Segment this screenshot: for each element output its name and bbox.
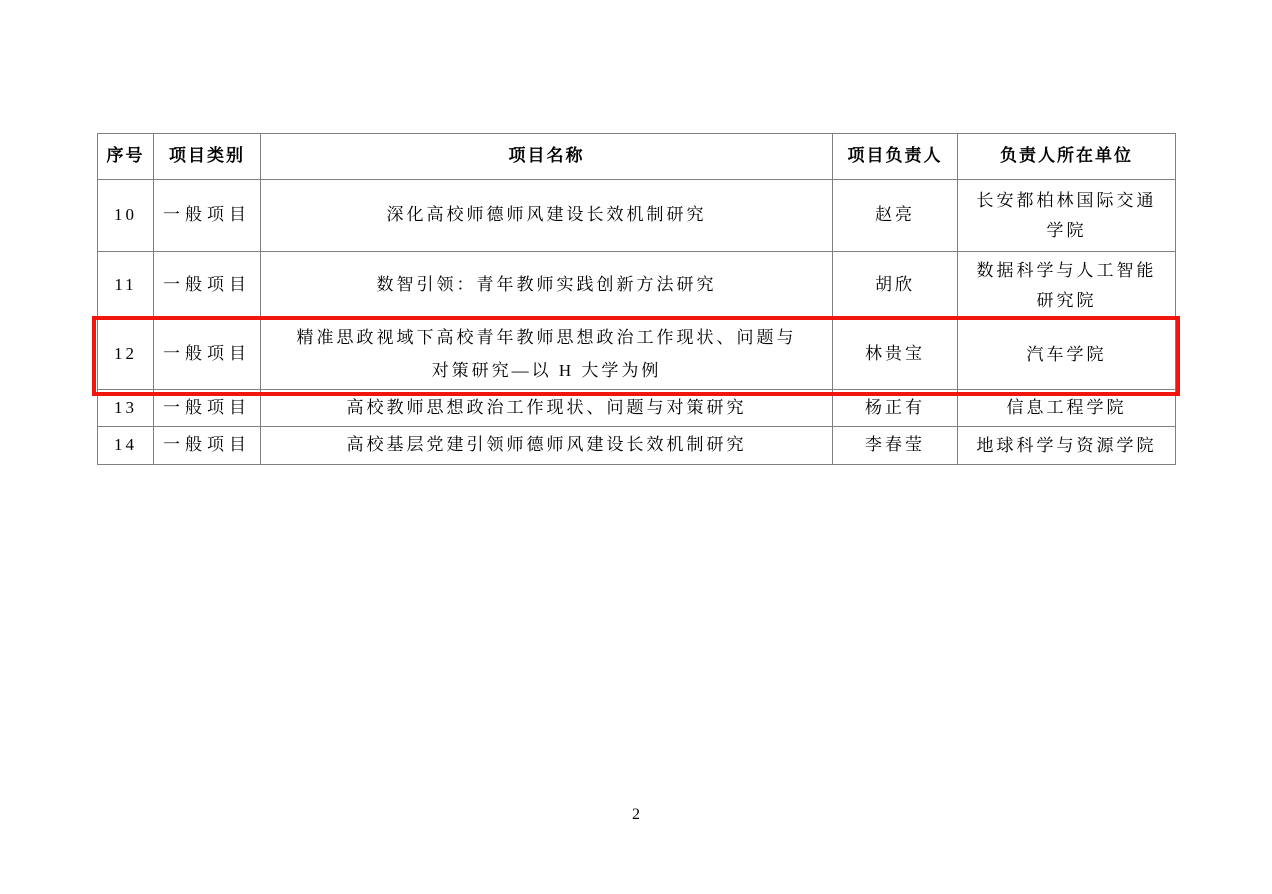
cell-name: 数智引领：青年教师实践创新方法研究: [261, 252, 833, 320]
table-row: [98, 180, 1176, 252]
header-cell-name: 项目名称: [261, 134, 833, 180]
table-row: [98, 252, 1176, 320]
cell-index: 10: [98, 180, 154, 252]
cell-unit: 汽车学院: [958, 320, 1176, 390]
table-row: [98, 427, 1176, 464]
cell-name: 高校基层党建引领师德师风建设长效机制研究: [261, 427, 833, 464]
cell-unit: 长安都柏林国际交通学院: [958, 180, 1176, 252]
cell-index: 13: [98, 390, 154, 427]
cell-category: 一般项目: [154, 180, 261, 252]
cell-unit: 地球科学与资源学院: [958, 427, 1176, 464]
cell-category: 一般项目: [154, 320, 261, 390]
cell-leader: 林贵宝: [833, 320, 958, 390]
header-cell-index: 序号: [98, 134, 154, 180]
project-table-container: [97, 133, 1175, 465]
cell-leader: 李春莹: [833, 427, 958, 464]
cell-category: 一般项目: [154, 427, 261, 464]
cell-name: 深化高校师德师风建设长效机制研究: [261, 180, 833, 252]
table-body: [98, 180, 1176, 465]
cell-unit: 数据科学与人工智能研究院: [958, 252, 1176, 320]
cell-unit: 信息工程学院: [958, 390, 1176, 427]
cell-name: 精准思政视域下高校青年教师思想政治工作现状、问题与对策研究—以 H 大学为例: [261, 320, 833, 390]
table-header-row: [98, 134, 1176, 180]
cell-category: 一般项目: [154, 390, 261, 427]
header-cell-leader: 项目负责人: [833, 134, 958, 180]
cell-leader: 胡欣: [833, 252, 958, 320]
cell-leader: 杨正有: [833, 390, 958, 427]
project-table: [97, 133, 1176, 465]
cell-index: 12: [98, 320, 154, 390]
cell-leader: 赵亮: [833, 180, 958, 252]
header-cell-unit: 负责人所在单位: [958, 134, 1176, 180]
page-number: 2: [632, 806, 640, 823]
cell-index: 14: [98, 427, 154, 464]
cell-name: 高校教师思想政治工作现状、问题与对策研究: [261, 390, 833, 427]
table-row: [98, 320, 1176, 390]
cell-category: 一般项目: [154, 252, 261, 320]
header-cell-category: 项目类别: [154, 134, 261, 180]
table-row: [98, 390, 1176, 427]
cell-index: 11: [98, 252, 154, 320]
